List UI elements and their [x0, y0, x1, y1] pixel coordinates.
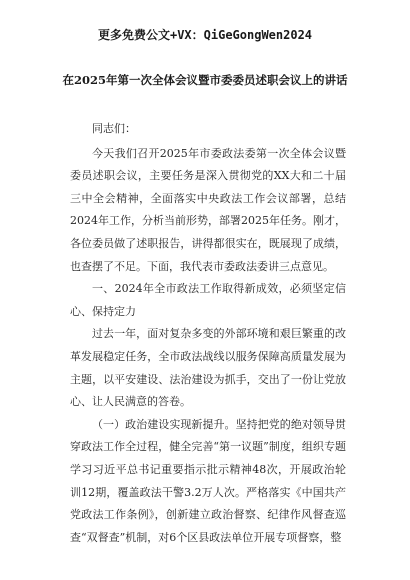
greeting: 同志们： [92, 122, 136, 135]
paragraph-intro: 今天我们召开2025年市委政法委第一次全体会议暨委员述职会议，主要任务是深入贯彻党的XX大和二十届三中全会精神，全面落实中央政法工作会议部署，总结2024年工作，分析当前形势，部署2025年任务。刚才，各位委员做了述职报告，讲得都很实在，既展现了成绩，也查摆了不足。下面，我代表市委政法委讲三点意见。 [70, 146, 346, 273]
document-body [70, 118, 346, 549]
document-title: 在2025年第一次全体会议暨市委委员述职会议上的讲话 [62, 73, 348, 87]
promo-banner: 更多免费公文+VX：QiGeGongWen2024 [97, 28, 313, 42]
paragraph-review: 过去一年，面对复杂多变的外部环境和艰巨繁重的改革发展稳定任务，全市政法战线以服务保障高质量发展为主题，以平安建设、法治建设为抓手，交出了一份让党放心、让人民满意的答卷。 [70, 327, 346, 409]
section-heading-1: 一、2024年全市政法工作取得新成效，必须坚定信心、保持定力 [70, 282, 346, 318]
paragraph-political-building: （一）政治建设实现新提升。坚持把党的绝对领导贯穿政法工作全过程，健全完善“第一议题”制度，组织专题学习习近平总书记重要指示批示精神48次，开展政治轮训12期，覆盖政法干警3.2万人次。严格落实《中国共产党政法工作条例》，创新建立政治督察、纪律作风督查巡查“双督查”机制，对6个区县政法单位开展专项督察，整 [70, 417, 346, 544]
